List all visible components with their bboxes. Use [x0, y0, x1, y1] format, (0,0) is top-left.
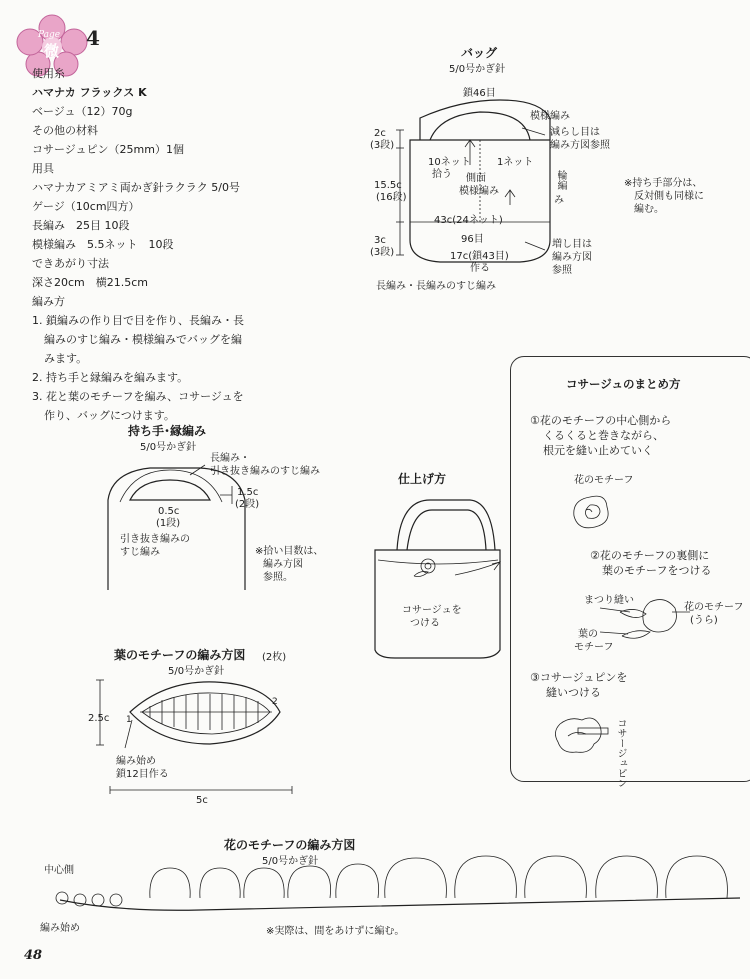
bag-title: バッグ [461, 46, 498, 60]
bag-side-b: 模様編み [459, 186, 499, 197]
leaf-start-b: 鎖12目作る [116, 769, 169, 780]
bag-one-net: 1ネット [497, 157, 534, 168]
size-value: 深さ20cm 横21.5cm [32, 276, 149, 289]
finish-corsage-b: つける [410, 618, 440, 629]
handle-r-b: (2段) [235, 499, 260, 510]
leaf-row-2: 2 [272, 697, 278, 707]
handle-note-b: 編み方図 [263, 559, 303, 570]
bag-net10-a: 10ネット [428, 157, 471, 168]
bag-h-top-a: 2c [374, 128, 386, 139]
gauge-line-1: 長編み 25目 10段 [32, 219, 130, 232]
yarn-color: ベージュ（12）70g [32, 105, 133, 118]
bag-hook: 5/0号かぎ針 [449, 64, 506, 75]
step-3b: 作り、バッグにつけます。 [44, 409, 175, 422]
corsage-title: コサージュのまとめ方 [566, 377, 681, 391]
step-2: 2. 持ち手と縁編みを編みます。 [32, 371, 189, 384]
bag-decrease-b: 編み方図参照 [550, 140, 610, 151]
corsage-s1-a: ①花のモチーフの中心側から [530, 414, 672, 427]
corsage-pin-label: コサージュピン [615, 718, 626, 788]
bag-h-top-b: (3段) [370, 140, 395, 151]
flower-start: 編み始め [40, 923, 80, 934]
handle-note-a: ※拾い目数は、 [255, 546, 324, 557]
handle-note-c: 参照。 [263, 572, 293, 583]
corsage-matsuri: まつり縫い [584, 595, 634, 606]
bag-h-bot-b: (3段) [370, 247, 395, 258]
handle-c-b: (1段) [156, 518, 181, 529]
corsage-s2-a: ②花のモチーフの裏側に [590, 549, 710, 562]
flower-note: ※実際は、間をあけずに編む。 [266, 926, 405, 937]
bag-chain46: 鎖46目 [463, 88, 496, 99]
bag-pattern-label: 模様編み [530, 111, 570, 122]
leaf-hook: 5/0号かぎ針 [168, 666, 225, 677]
bag-decrease-a: 減らし目は [550, 127, 600, 138]
leaf-width: 5c [196, 795, 208, 806]
corsage-s3-a: ③コサージュピンを [530, 671, 628, 684]
handle-sl-b: すじ編み [120, 547, 160, 558]
bag-note-a: ※持ち手部分は、 [624, 178, 703, 189]
handle-r-a: 1.5c [237, 487, 259, 498]
leaf-height: 2.5c [88, 713, 110, 724]
leaf-start-a: 編み始め [116, 756, 156, 767]
bag-increase-a: 増し目は [552, 239, 592, 250]
tools-heading: 用具 [32, 162, 54, 175]
bag-note-c: 編む。 [634, 204, 664, 215]
handle-hook: 5/0号かぎ針 [140, 442, 197, 453]
corsage-s1-c: 根元を縫い止めていく [543, 444, 653, 457]
bag-base-b: 作る [470, 263, 490, 274]
flower-center: 中心側 [44, 865, 74, 876]
leaf-count: (2枚) [262, 652, 287, 663]
step-1c: みます。 [44, 352, 88, 365]
gauge-line-2: 模様編み 5.5ネット 10段 [32, 238, 174, 251]
bag-h-mid-b: (16段) [376, 192, 407, 203]
handle-lbl-a: 長編み・ [210, 453, 250, 464]
bag-side-a: 側面 [466, 173, 486, 184]
flower-title: 花のモチーフの編み方図 [224, 838, 356, 852]
bag-increase-b: 編み方図 [552, 252, 592, 263]
bag-note-b: 反対側も同様に [634, 191, 704, 202]
handle-title: 持ち手･縁編み [128, 424, 207, 438]
corsage-leaf-b: モチーフ [574, 642, 614, 653]
size-heading: できあがり寸法 [32, 257, 109, 270]
bag-increase-c: 参照 [552, 265, 572, 276]
yarn-name: ハマナカ フラックス K [32, 86, 147, 99]
corsage-leaf-a: 葉の [578, 629, 598, 640]
badge-script: Page [38, 30, 61, 40]
badge-kanji: 微 [44, 42, 60, 60]
gauge-heading: ゲージ（10cm四方） [32, 200, 140, 213]
bag-h-bot-a: 3c [374, 235, 386, 246]
step-3a: 3. 花と葉のモチーフを編み、コサージュを [32, 390, 244, 403]
corsage-flower-back-a: 花のモチーフ [684, 602, 744, 613]
bag-w96: 96目 [461, 234, 484, 245]
leaf-title: 葉のモチーフの編み方図 [114, 648, 246, 662]
leaf-row-1: 1 [126, 715, 132, 725]
step-1a: 1. 鎖編みの作り目で目を作り、長編み・長 [32, 314, 244, 327]
handle-sl-a: 引き抜き編みの [120, 534, 190, 545]
finish-corsage-a: コサージュを [402, 605, 462, 616]
bag-base-a: 17c(鎖43目) [450, 251, 509, 262]
item-number: 4 [86, 26, 100, 50]
yarn-heading: 使用糸 [32, 67, 65, 80]
bag-net10-b: 拾う [432, 169, 452, 180]
corsage-s2-b: 葉のモチーフをつける [602, 564, 712, 577]
handle-lbl-b: 引き抜き編みのすじ編み [210, 466, 320, 477]
bag-ring-a: 輪編 [555, 170, 566, 190]
corsage-s3-b: 縫いつける [546, 686, 601, 699]
bag-ring-b: み [554, 195, 564, 206]
corsage-s1-b: くるくると巻きながら、 [543, 429, 664, 442]
corsage-flower-label: 花のモチーフ [574, 475, 634, 486]
bag-w43: 43c(24ネット) [434, 215, 503, 226]
page-number: 48 [24, 948, 43, 963]
step-1b: 編みのすじ編み・模様編みでバッグを編 [44, 333, 242, 346]
flower-hook: 5/0号かぎ針 [262, 856, 319, 867]
corsage-flower-back-b: (うら) [690, 615, 718, 626]
tools-item: ハマナカアミアミ両かぎ針ラクラク 5/0号 [32, 181, 240, 194]
other-item: コサージュピン（25mm）1個 [32, 143, 184, 156]
other-heading: その他の材料 [32, 124, 98, 137]
bag-h-mid-a: 15.5c [374, 180, 402, 191]
finish-title: 仕上げ方 [398, 472, 447, 486]
handle-c-a: 0.5c [158, 506, 180, 517]
bag-bottom-label: 長編み・長編みのすじ編み [376, 281, 496, 292]
method-heading: 編み方 [32, 295, 65, 308]
